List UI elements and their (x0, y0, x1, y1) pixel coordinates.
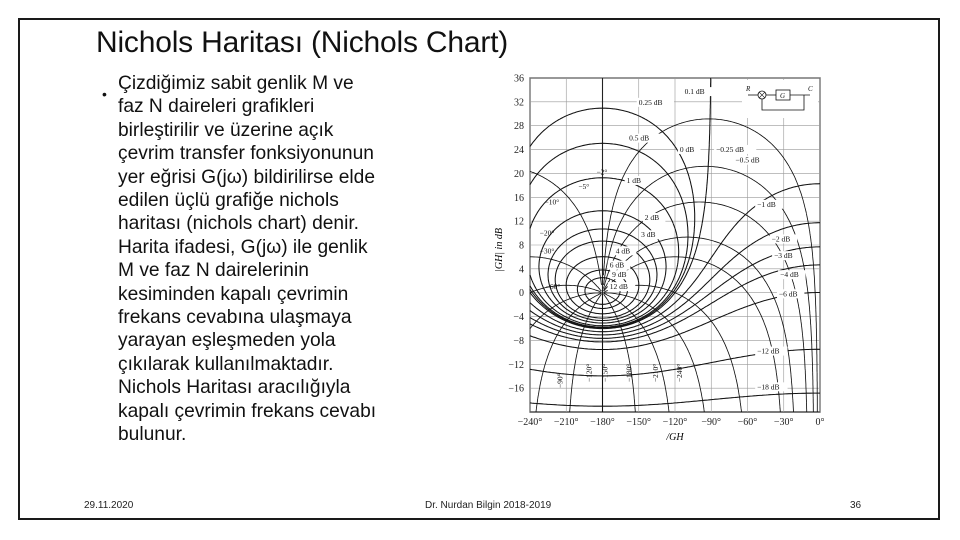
x-tick-label: −60° (737, 417, 758, 428)
bullet-line: M ve faz N dairelerinin (118, 260, 309, 282)
x-tick-label: −120° (662, 417, 688, 428)
bullet-line: Çizdiğimiz sabit genlik M ve (118, 73, 354, 94)
y-tick-label: −16 (508, 383, 524, 395)
x-tick-label: −30° (773, 417, 794, 428)
x-axis-label: /GH (666, 432, 684, 443)
m-contour-label: 9 dB (612, 270, 627, 280)
m-contour-label: −4 dB (780, 270, 799, 280)
footer-page-number: 36 (850, 500, 862, 511)
m-contour-label: 2 dB (644, 212, 660, 222)
y-tick-label: 4 (519, 264, 524, 276)
y-tick-label: 32 (514, 97, 524, 109)
bullet-line: çıkılarak kullanılmaktadır. (118, 353, 334, 375)
n-contour-label: −10° (544, 197, 560, 207)
m-contour-label: −6 dB (778, 289, 798, 299)
bullet-line: kesiminden kapalı çevrimin (118, 283, 349, 305)
slide-title: Nichols Haritası (Nichols Chart) (96, 26, 509, 59)
m-contour-label: 3 dB (641, 230, 656, 240)
bullet-line: Nichols Haritası aracılığıyla (118, 377, 351, 399)
m-contour-label: 0.25 dB (638, 97, 663, 107)
m-contour-label: 4 dB (615, 246, 631, 256)
y-tick-label: 24 (514, 145, 524, 157)
m-contour-label: −0.5 dB (735, 155, 760, 165)
bullet-line: frekans cevabına ulaşmaya (118, 307, 352, 329)
y-tick-label: 0 (519, 288, 524, 300)
bullet-line: bulunur. (118, 424, 187, 446)
bullet-line: Harita ifadesi, G(jω) ile genlik (118, 236, 368, 258)
footer-date: 29.11.2020 (84, 500, 134, 511)
m-contour-label: −2 dB (771, 234, 791, 244)
x-tick-label: −150° (626, 417, 652, 428)
m-contour-label: −18 dB (757, 382, 780, 392)
n-contour-label: −150° (600, 363, 610, 383)
inset-input-label: R (746, 85, 751, 93)
bullet-line: yer eğrisi G(jω) bildirilirse elde (118, 166, 376, 188)
n-contour-label: −5° (578, 181, 590, 191)
y-tick-label: −8 (513, 335, 524, 347)
y-tick-label: −4 (513, 312, 524, 324)
m-contour-label: −12 dB (757, 346, 780, 356)
y-tick-label: −12 (508, 359, 524, 371)
y-axis-label: |GH| in dB (494, 228, 505, 272)
x-tick-label: 0° (815, 417, 825, 428)
y-tick-label: 36 (514, 73, 524, 85)
n-contour-label: −90° (555, 373, 565, 389)
m-contour-label: −3 dB (774, 251, 793, 261)
n-contour-label: −30° (539, 246, 555, 256)
m-contour-label: 6 dB (609, 260, 625, 270)
m-contour-label: 0 dB (679, 144, 695, 154)
bullet-line: yarayan eşleşmeden yola (118, 330, 336, 352)
x-tick-labels (518, 417, 825, 428)
bullet-line: faz N daireleri grafikleri (118, 96, 315, 118)
x-tick-label: −90° (701, 417, 722, 428)
inset-block-label: G (780, 92, 786, 100)
bullet-line: haritası (nichols chart) denir. (118, 213, 360, 235)
y-tick-labels (508, 74, 524, 395)
bullet-line: edilen üçlü grafiğe nichols (118, 190, 339, 212)
bullet-dot: • (102, 86, 107, 102)
inset-output-label: C (808, 85, 813, 93)
n-contour-label: −2° (596, 167, 608, 177)
y-tick-label: 8 (519, 240, 524, 252)
footer-author: Dr. Nurdan Bilgin 2018-2019 (425, 500, 552, 511)
m-contour-label: −1 dB (757, 199, 776, 209)
bullet-line: çevrim transfer fonksiyonunun (118, 143, 374, 165)
x-tick-label: −210° (553, 417, 579, 428)
m-contour-label: 12 dB (609, 282, 628, 292)
y-tick-label: 20 (514, 168, 524, 180)
m-contour-label: −0.25 dB (716, 144, 745, 154)
n-contour-label: −240° (675, 363, 685, 383)
n-contour-label: −120° (584, 363, 594, 383)
nichols-chart (490, 72, 830, 452)
n-contour-label: −60° (545, 282, 561, 292)
x-tick-label: −180° (590, 417, 615, 428)
bullet-line: kapalı çevrimin frekans cevabı (118, 400, 377, 422)
n-contour-label: −210° (651, 363, 661, 383)
bullet-line: birleştirilir ve üzerine açık (118, 119, 334, 141)
y-tick-label: 28 (514, 121, 524, 133)
n-contour-label: −20° (539, 228, 555, 238)
block-diagram-inset (742, 80, 818, 118)
m-contour-label: 1 dB (626, 175, 642, 185)
bullet-paragraph (118, 72, 408, 447)
n-contour-label: −180° (624, 363, 634, 383)
x-tick-label: −240° (517, 417, 543, 428)
y-tick-label: 16 (514, 192, 524, 204)
m-contour-label: 0.5 dB (629, 133, 650, 143)
nichols-chart-svg (490, 72, 830, 452)
y-tick-label: 12 (514, 216, 524, 228)
m-contour-label: 0.1 dB (684, 87, 705, 97)
